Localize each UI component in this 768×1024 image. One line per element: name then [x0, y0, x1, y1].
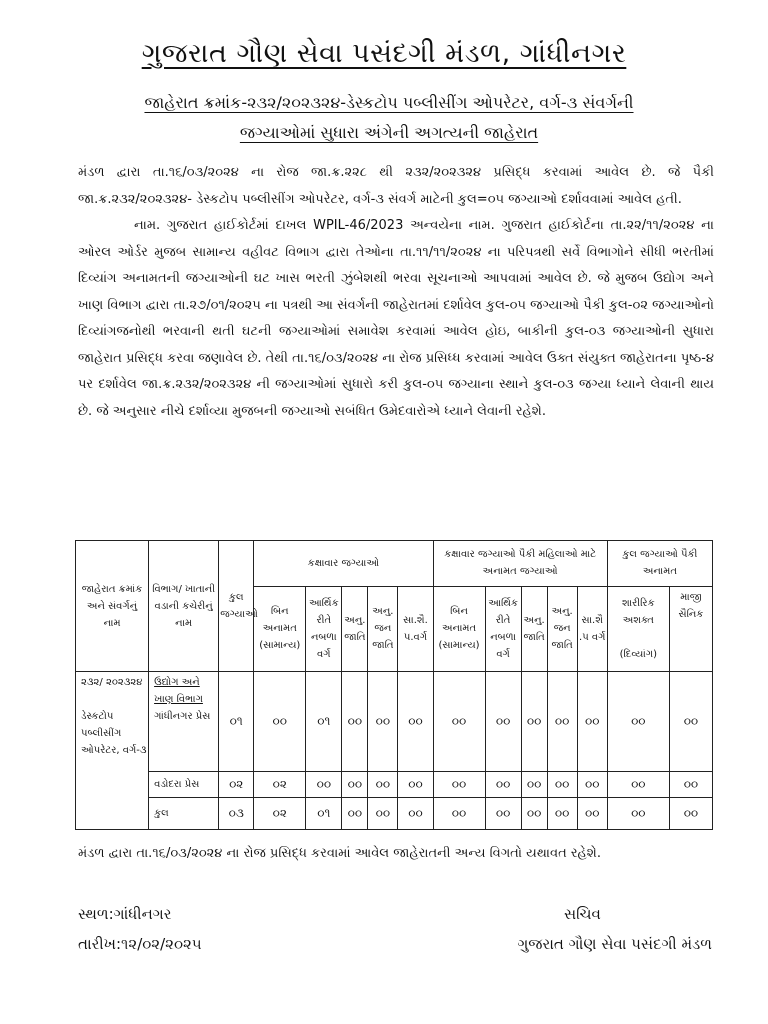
- total-label: કુલ: [149, 798, 219, 830]
- cell-ex-servicemen: ૦૦: [669, 798, 712, 830]
- cell-women-ews: ૦૦: [485, 798, 521, 830]
- cell-women-general: ૦૦: [433, 798, 485, 830]
- cell-disabled: ૦૦: [607, 672, 669, 772]
- cell-women-sc: ૦૦: [521, 798, 547, 830]
- cell-sc: ૦૦: [342, 798, 368, 830]
- table-row: [76, 672, 713, 772]
- header-general: બિન અનામત (સામાન્ય): [254, 586, 306, 671]
- cell-women-sc: ૦૦: [521, 772, 547, 798]
- header-women-general: બિન અનામત (સામાન્ય): [433, 586, 485, 671]
- header-category-posts: કક્ષાવાર જગ્યાઓ: [254, 541, 433, 587]
- cell-ews: ૦૧: [306, 798, 342, 830]
- notice-body: [78, 160, 714, 425]
- cell-ews: ૦૦: [306, 772, 342, 798]
- cell-disabled: ૦૦: [607, 798, 669, 830]
- cell-women-general: ૦૦: [433, 772, 485, 798]
- footer-note: મંડળ દ્વારા તા.૧૬/૦૩/૨૦૨૪ ના રોજ પ્રસિદ્ધ કરવામાં આવેલ જાહેરાતની અન્ય વિગતો યથાવત રહેશે.: [78, 846, 601, 861]
- cell-sebc: ૦૦: [398, 772, 433, 798]
- cell-total: ૦૨: [219, 772, 254, 798]
- header-sebc: સા.શૈ. પ.વર્ગ: [398, 586, 433, 671]
- cell-general: ૦૨: [254, 772, 306, 798]
- header-adv: જાહેરાત ક્રમાંક અને સંવર્ગનું નામ: [76, 541, 149, 672]
- cell-general: ૦૦: [254, 672, 306, 772]
- cell-women-sc: ૦૦: [521, 672, 547, 772]
- header-ex-servicemen: માજી સૈનિક: [669, 586, 712, 671]
- cell-women-sebc: ૦૦: [577, 772, 607, 798]
- header-women-sc: અનુ. જાતિ: [521, 586, 547, 671]
- cell-women-st: ૦૦: [547, 772, 577, 798]
- cell-women-ews: ૦૦: [485, 772, 521, 798]
- cell-sc: ૦૦: [342, 672, 368, 772]
- cell-ex-servicemen: ૦૦: [669, 672, 712, 772]
- subtitle-line-1: જાહેરાત ક્રમાંક-૨૩૨/૨૦૨૩૨૪-ડેસ્કટોપ પબ્લીસીંગ ઓપરેટર, વર્ગ-૩ સંવર્ગની: [144, 93, 634, 112]
- cell-st: ૦૦: [368, 798, 398, 830]
- subtitle-line-2: જગ્યાઓમાં સુધારા અંગેની અગત્યની જાહેરાત: [239, 123, 539, 142]
- header-women-st: અનુ. જન જાતિ: [547, 586, 577, 671]
- header-st: અનુ. જન જાતિ: [368, 586, 398, 671]
- header-reserved-total: કુલ જગ્યાઓ પૈકી અનામત: [607, 541, 712, 587]
- header-total: કુલ જગ્યાઓ: [219, 541, 254, 672]
- table-header-row-1: [76, 541, 713, 587]
- header-sc: અનુ. જાતિ: [342, 586, 368, 671]
- cell-sebc: ૦૦: [398, 798, 433, 830]
- cell-women-st: ૦૦: [547, 672, 577, 772]
- paragraph-2: નામ. ગુજરાત હાઈકોર્ટમાં દાખલ WPIL-46/2023 અન્વયેના નામ. ગુજરાત હાઈકોર્ટના તા.૨૨/૧૧/૨૦૨૪ ના ઓરલ ઓર્ડર મુજબ સામાન્ય વહીવટ વિભાગ દ્વારા તેઓના તા.૧૧/૧૧/૨૦૨૪ ના પરિપત્રથી સર્વે વિભાગોને સીધી ભરતીમાં દિવ્યાંગ અનામતની જગ્યાઓની ઘટ ખાસ ભરતી ઝુંબેશથી ભરવા સૂચનાઓ આપવામાં આવેલ છે. જે મુજબ ઉદ્યોગ અને ખાણ વિભાગ દ્વારા તા.૨૭/૦૧/૨૦૨૫ ના પત્રથી આ સંવર્ગની જાહેરાતમાં દર્શાવેલ કુલ-૦૫ જગ્યાઓ પૈકી કુલ-૦૨ જગ્યાઓનો દિવ્યાંગજનોથી ભરવાની થતી ઘટની જગ્યાઓમાં સમાવેશ કરવામાં આવેલ હોઇ, બાકીની કુલ-૦૩ જગ્યાઓની સુધારા જાહેરાત પ્રસિદ્ધ કરવા જણાવેલ છે. તેથી તા.૧૬/૦૩/૨૦૨૪ ના રોજ પ્રસિધ્ધ કરવામાં આવેલ ઉક્ત સંયુક્ત જાહેરાતના પૃષ્ઠ-૪ પર દર્શાવેલ જા.ક્ર.૨૩૨/૨૦૨૩૨૪ ની જગ્યાઓમાં સુધારો કરી કુલ-૦૫ જગ્યાના સ્થાને કુલ-૦૩ જગ્યા ધ્યાને લેવાની થાય છે. જે અનુસાર નીચે દર્શાવ્યા મુજબની જગ્યાઓ સબંધિત ઉમેદવારોએ ધ્યાને લેવાની રહેશે.: [78, 218, 714, 419]
- cell-ews: ૦૧: [306, 672, 342, 772]
- cell-women-general: ૦૦: [433, 672, 485, 772]
- cell-sebc: ૦૦: [398, 672, 433, 772]
- cell-general: ૦૨: [254, 798, 306, 830]
- place: સ્થળ:ગાંધીનગર: [78, 905, 172, 923]
- cell-sc: ૦૦: [342, 772, 368, 798]
- header-women-reserved: કક્ષાવાર જગ્યાઓ પૈકી મહિલાઓ માટે અનામત જગ્યાઓ: [433, 541, 607, 587]
- header-dept: વિભાગ/ ખાતાની વડાની કચેરીનું નામ: [149, 541, 219, 672]
- cell-women-sebc: ૦૦: [577, 672, 607, 772]
- paragraph-1: મંડળ દ્વારા તા.૧૬/૦૩/૨૦૨૪ ના રોજ જા.ક્ર.૨૨૮ થી ૨૩૨/૨૦૨૩૨૪ પ્રસિદ્ધ કરવામાં આવેલ છે. જે પૈકી જા.ક્ર.૨૩૨/૨૦૨૩૨૪- ડેસ્કટોપ પબ્લીસીંગ ઓપરેટર, વર્ગ-૩ સંવર્ગ માટેની કુલ=૦૫ જગ્યાઓ દર્શાવવામાં આવેલ હતી.: [78, 165, 714, 207]
- cell-st: ૦૦: [368, 672, 398, 772]
- cell-total: ૦૩: [219, 798, 254, 830]
- table-total-row: [76, 798, 713, 830]
- table-row: [76, 772, 713, 798]
- header-physically-disabled: શારીરિક અશક્ત (દિવ્યાંગ): [607, 586, 669, 671]
- cell-ex-servicemen: ૦૦: [669, 772, 712, 798]
- cell-disabled: ૦૦: [607, 772, 669, 798]
- cell-women-sebc: ૦૦: [577, 798, 607, 830]
- cell-women-st: ૦૦: [547, 798, 577, 830]
- vacancy-table: [75, 540, 713, 830]
- dept-cell: વડોદરા પ્રેસ: [149, 772, 219, 798]
- signatory-board: ગુજરાત ગૌણ સેવા પસંદગી મંડળ: [517, 935, 712, 953]
- cell-total: ૦૧: [219, 672, 254, 772]
- page-title: ગુજરાત ગૌણ સેવા પસંદગી મંડળ, ગાંધીનગર: [141, 38, 627, 69]
- cell-women-ews: ૦૦: [485, 672, 521, 772]
- header-ews: આર્થિક રીતે નબળા વર્ગ: [306, 586, 342, 671]
- dept-cell: ઉદ્યોગ અને ખાણ વિભાગ ગાંધીનગર પ્રેસ: [149, 672, 219, 772]
- header-women-ews: આર્થિક રીતે નબળા વર્ગ: [485, 586, 521, 671]
- date: તારીખ:૧૨/૦૨/૨૦૨૫: [78, 935, 202, 953]
- signatory-title: સચિવ: [564, 905, 601, 923]
- cell-st: ૦૦: [368, 772, 398, 798]
- header-women-sebc: સા.શૈ .પ વર્ગ: [577, 586, 607, 671]
- notice-subtitle: [70, 88, 708, 148]
- adv-cell: ૨૩૨/ ૨૦૨૩૨૪ ડેસ્કટોપ પબ્લીસીંગ ઓપરેટર, વર્ગ-૩: [76, 672, 149, 830]
